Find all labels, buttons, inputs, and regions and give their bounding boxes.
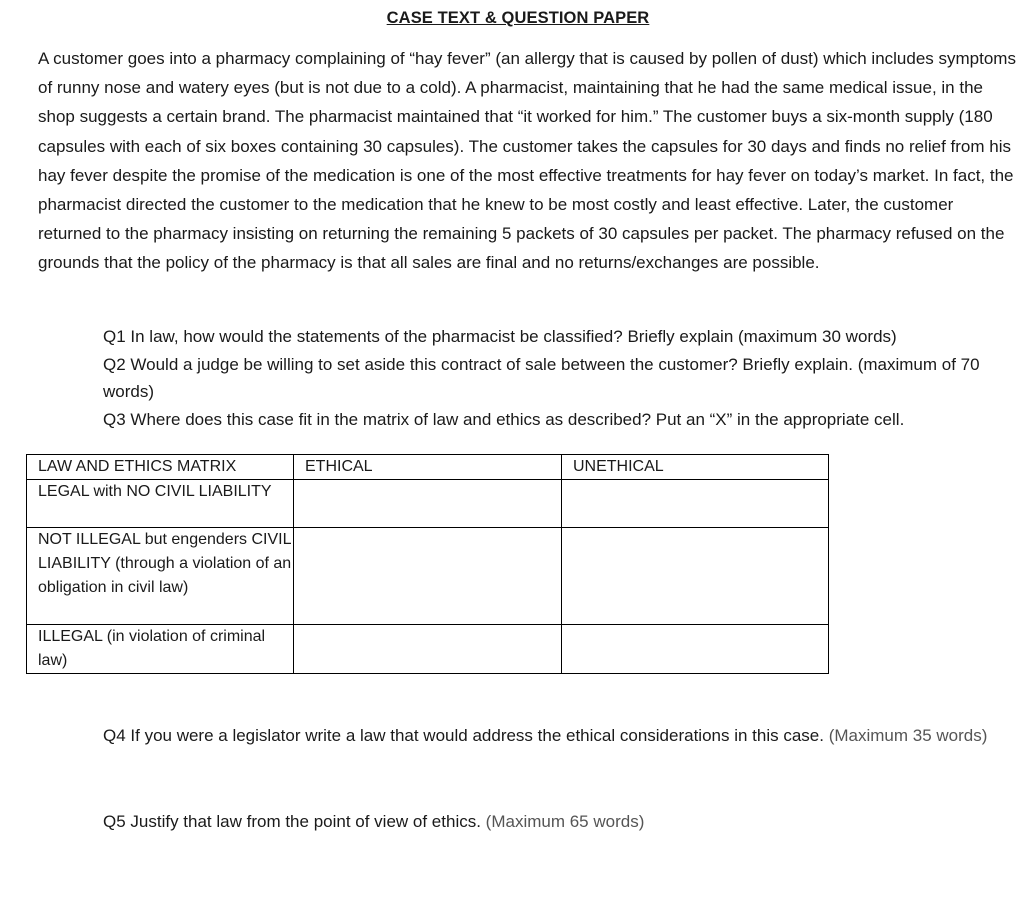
matrix-cell-legal-ethical[interactable] <box>294 480 562 528</box>
matrix-cell-illegal-ethical[interactable] <box>294 625 562 674</box>
matrix-header-unethical: UNETHICAL <box>562 455 829 480</box>
law-ethics-matrix <box>26 454 829 674</box>
question-4-text: Q4 If you were a legislator write a law that would address the ethical considerations in this case. <box>103 726 829 745</box>
matrix-row-illegal <box>27 625 829 674</box>
case-text: A customer goes into a pharmacy complaining of “hay fever” (an allergy that is caused by pollen of dust) which includes symptoms of runny nose and watery eyes (but is not due to a cold). A pharmacist, maintaining that he had the same medical issue, in the shop suggests a certain brand. The pharmacist maintained that “it worked for him.” The customer buys a six-month supply (180 capsules with each of six boxes containing 30 capsules). The customer takes the capsules for 30 days and finds no relief from his hay fever despite the promise of the medication is one of the most effective treatments for hay fever on today’s market. In fact, the pharmacist directed the customer to the medication that he knew to be most costly and least effective. Later, the customer returned to the pharmacy insisting on returning the remaining 5 packets of 30 capsules per packet. The pharmacy refused on the grounds that the policy of the pharmacy is that all sales are final and no returns/exchanges are possible. <box>38 49 1016 273</box>
question-3: Q3 Where does this case fit in the matrix of law and ethics as described? Put an “X” in the appropriate cell. <box>103 409 905 429</box>
matrix-cell-civil-unethical[interactable] <box>562 528 829 625</box>
question-5-text: Q5 Justify that law from the point of view of ethics. <box>103 812 486 831</box>
matrix-header-title: LAW AND ETHICS MATRIX <box>27 455 294 480</box>
matrix-cell-illegal-unethical[interactable] <box>562 625 829 674</box>
matrix-header-ethical: ETHICAL <box>294 455 562 480</box>
matrix-row-label: NOT ILLEGAL but engenders CIVIL LIABILITY (through a violation of an obligation in civil law) <box>27 528 294 625</box>
matrix-cell-civil-ethical[interactable] <box>294 528 562 625</box>
question-5-word-limit: (Maximum 65 words) <box>485 812 645 831</box>
matrix-row-label: LEGAL with NO CIVIL LIABILITY <box>27 480 294 528</box>
matrix-cell-legal-unethical[interactable] <box>562 480 829 528</box>
question-4-word-limit: (Maximum 35 words) <box>828 726 988 745</box>
matrix-row-civil-liability <box>27 528 829 625</box>
question-4 <box>103 721 1018 751</box>
question-2: Q2 Would a judge be willing to set aside this contract of sale between the customer? Briefly explain. (maximum of 70 words) <box>103 354 980 401</box>
question-5 <box>103 807 1018 837</box>
matrix-header-row <box>27 455 829 480</box>
question-1: Q1 In law, how would the statements of the pharmacist be classified? Briefly explain (maximum 30 words) <box>103 327 897 346</box>
matrix-row-label: ILLEGAL (in violation of criminal law) <box>27 625 294 674</box>
questions-block <box>103 323 1018 433</box>
matrix-row-legal <box>27 480 829 528</box>
page-title: CASE TEXT & QUESTION PAPER <box>386 9 650 27</box>
